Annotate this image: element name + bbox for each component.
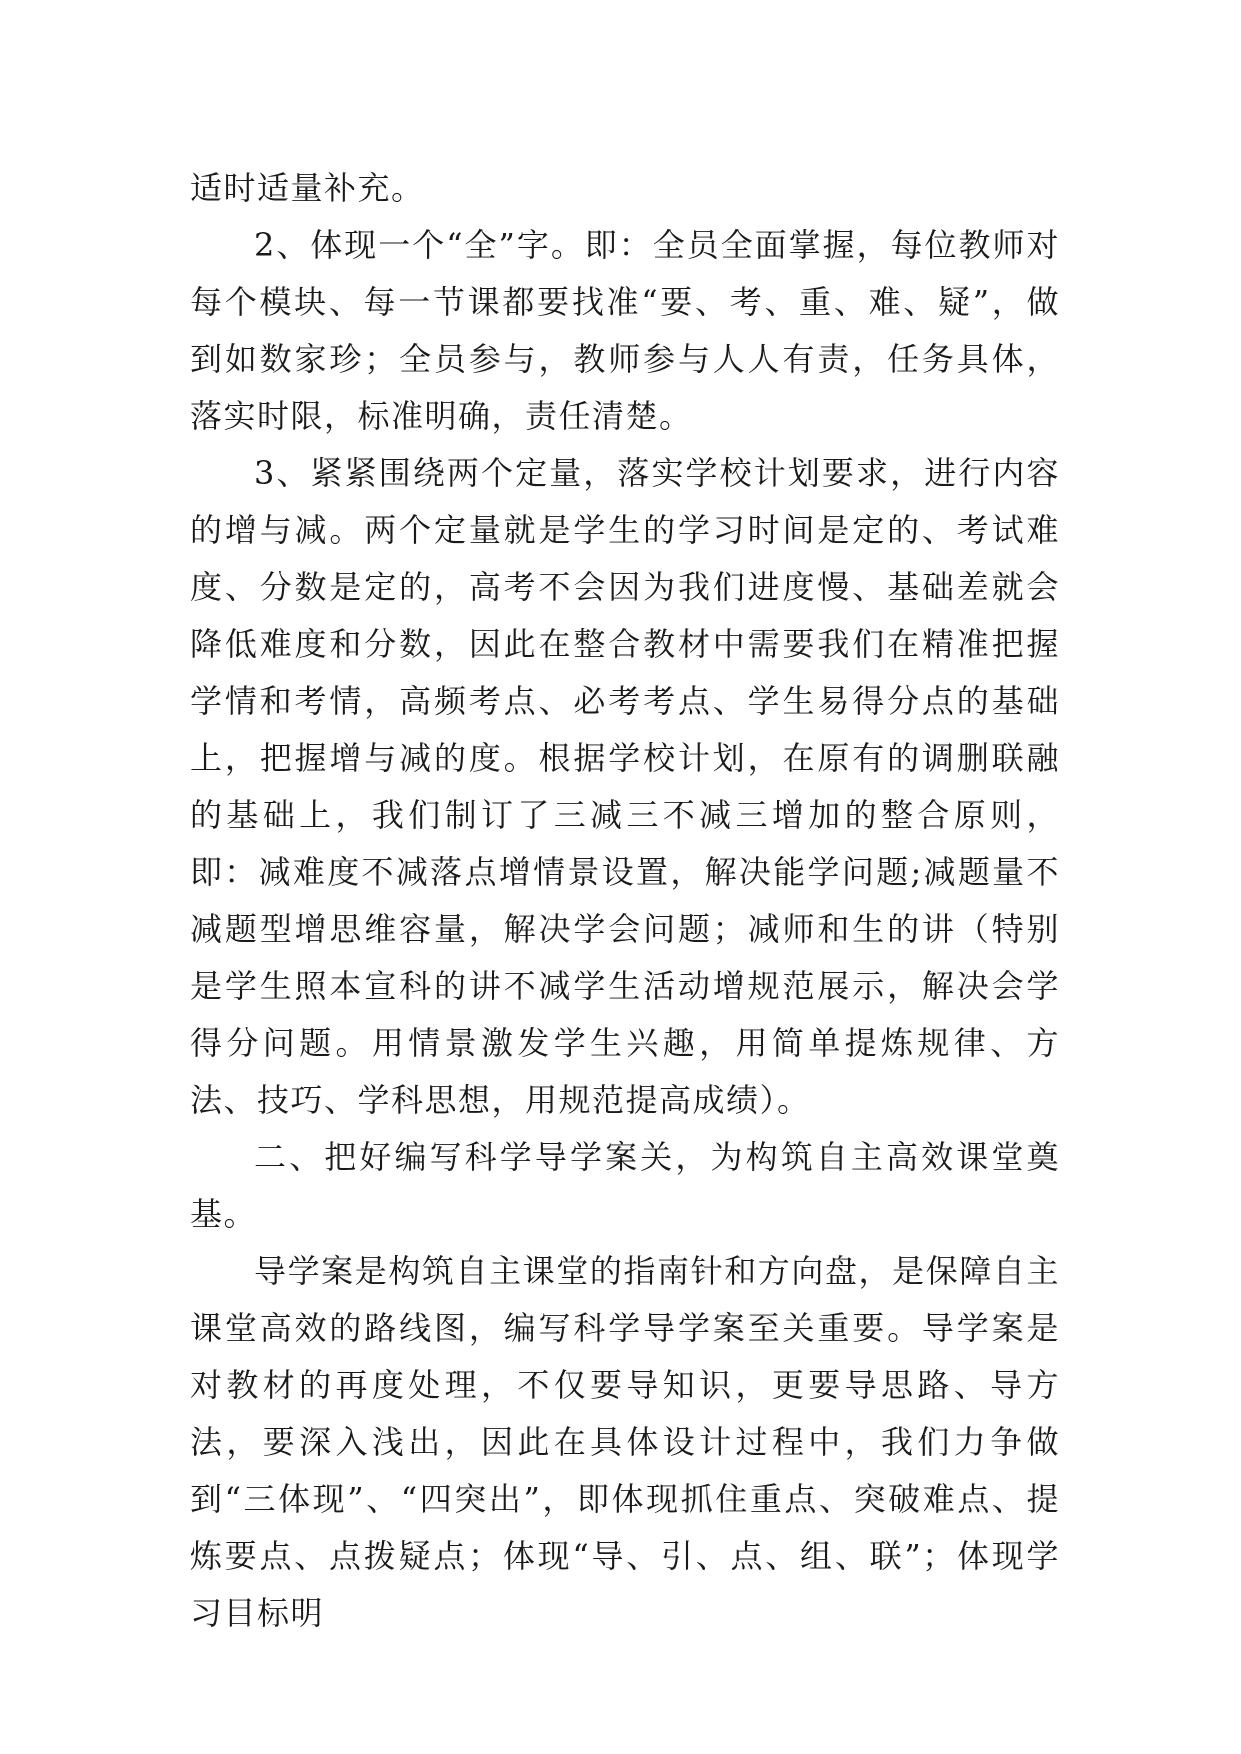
section-heading-2: 二、把好编写科学导学案关，为构筑自主高效课堂奠基。: [190, 1138, 1060, 1233]
paragraph-3: 3、紧紧围绕两个定量，落实学校计划要求，进行内容的增与减。两个定量就是学生的学习时间是定的、考试难度、分数是定的，高考不会因为我们进度慢、基础差就会降低难度和分数，因此在整合教材中需要我们在精准把握学情和考情，高频考点、必考考点、学生易得分点的基础上，把握增与减的度。根据学校计划，在原有的调删联融的基础上，我们制订了三减三不减三增加的整合原则，即：减难度不减落点增情景设置，解决能学问题;减题量不减题型增思维容量，解决学会问题；减师和生的讲（特别是学生照本宣科的讲不减学生活动增规范展示，解决会学得分问题。用情景激发学生兴趣，用简单提炼规律、方法、技巧、学科思想，用规范提高成绩）。: [190, 454, 1060, 1119]
document-body: [190, 160, 1060, 1642]
paragraph-1: 适时适量补充。: [190, 169, 425, 207]
paragraph-2: 2、体现一个“全”字。即：全员全面掌握，每位教师对每个模块、每一节课都要找准“要、考、重、难、疑”，做到如数家珍；全员参与，教师参与人人有责，任务具体，落实时限，标准明确，责任清楚。: [190, 226, 1060, 435]
paragraph-4: 导学案是构筑自主课堂的指南针和方向盘，是保障自主课堂高效的路线图，编写科学导学案至关重要。导学案是对教材的再度处理，不仅要导知识，更要导思路、导方法，要深入浅出，因此在具体设计过程中，我们力争做到“三体现”、“四突出”，即体现抓住重点、突破难点、提炼要点、点拨疑点；体现“导、引、点、组、联”；体现学习目标明: [190, 1252, 1060, 1632]
